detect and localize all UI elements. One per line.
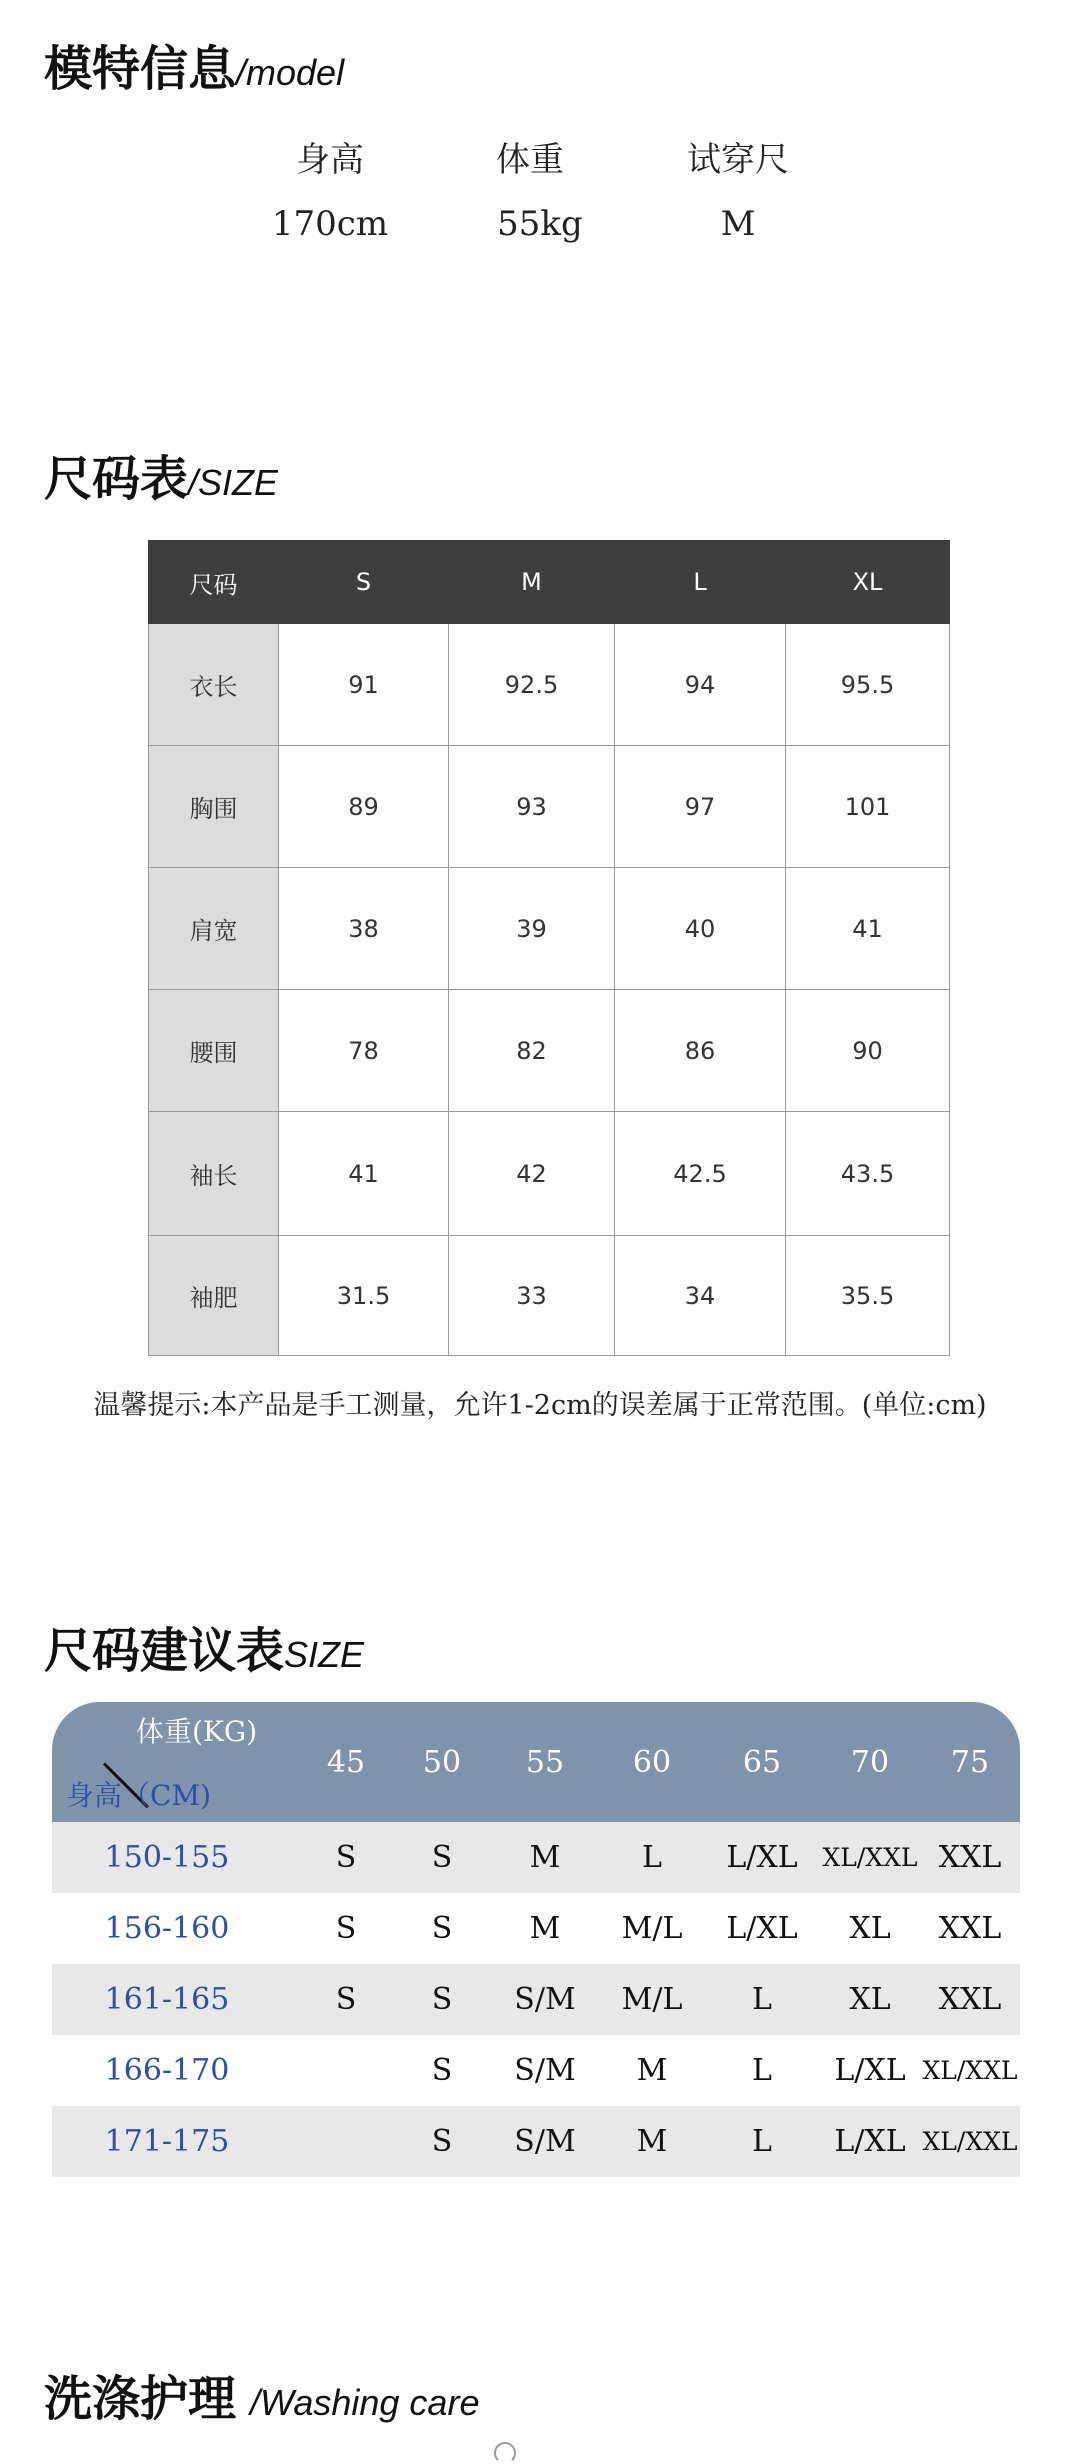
model-header-size: 试穿尺 (687, 140, 789, 180)
row-label: 腰围 (149, 990, 279, 1112)
weight-header: 65 (742, 1744, 782, 1780)
table-cell: 38 (279, 868, 449, 990)
table-cell: S (335, 1840, 357, 1875)
model-section-title (44, 30, 344, 99)
height-range: 150-155 (104, 1840, 230, 1875)
table-cell: 93 (449, 746, 615, 868)
table-cell: XL (849, 1982, 891, 2017)
table-cell: L/XL (726, 1911, 798, 1946)
row-label: 肩宽 (149, 868, 279, 990)
size-header-xl: XL (786, 541, 950, 624)
table-row (149, 990, 950, 1112)
table-cell: 43.5 (786, 1112, 950, 1236)
table-row (52, 2035, 1020, 2106)
table-cell: L (642, 1840, 662, 1875)
table-cell: 40 (615, 868, 786, 990)
weight-header: 70 (850, 1744, 890, 1780)
recommend-title-en: SIZE (284, 1634, 365, 1675)
table-cell: M (636, 2053, 668, 2088)
table-cell: L/XL (726, 1840, 798, 1875)
table-cell: 97 (615, 746, 786, 868)
table-cell: S (431, 1911, 453, 1946)
row-label: 袖肥 (149, 1236, 279, 1356)
table-cell: XL/XXL (822, 1843, 918, 1872)
table-cell: M (636, 2124, 668, 2159)
table-cell: S (431, 2053, 453, 2088)
table-cell: 101 (786, 746, 950, 868)
table-row (149, 1112, 950, 1236)
table-cell: S (431, 1840, 453, 1875)
table-cell: 42.5 (615, 1112, 786, 1236)
weight-header: 60 (632, 1744, 672, 1780)
measurement-tip: 温馨提示:本产品是手工测量，允许1-2cm的误差属于正常范围。(单位:cm) (93, 1390, 987, 1421)
table-cell: 31.5 (279, 1236, 449, 1356)
table-cell: 35.5 (786, 1236, 950, 1356)
size-table-header-row (149, 541, 950, 624)
table-cell: L (752, 1982, 772, 2017)
height-range: 166-170 (104, 2053, 230, 2088)
table-cell: M/L (621, 1911, 683, 1946)
model-title-en: /model (236, 52, 345, 93)
table-cell: S (335, 1911, 357, 1946)
table-cell: 91 (279, 624, 449, 746)
size-header-s: S (279, 541, 449, 624)
table-cell: XL (849, 1911, 891, 1946)
table-cell: S (335, 1982, 357, 2017)
table-row (149, 1236, 950, 1356)
table-cell: XXL (938, 1982, 1002, 2017)
size-recommend-table (52, 1702, 1020, 2177)
model-value-weight: 55kg (497, 204, 583, 244)
table-cell: 86 (615, 990, 786, 1112)
recommend-title-cn: 尺码建议表 (44, 1623, 285, 1679)
care-section-title (44, 2360, 479, 2429)
model-value-height: 170cm (271, 204, 389, 244)
table-cell: M (529, 1840, 561, 1875)
table-row (149, 746, 950, 868)
model-header-weight: 体重 (496, 140, 564, 180)
table-cell: L/XL (834, 2053, 906, 2088)
table-row (149, 624, 950, 746)
weight-header: 75 (950, 1744, 990, 1780)
weight-header: 55 (525, 1744, 565, 1780)
table-cell: 78 (279, 990, 449, 1112)
table-cell: 82 (449, 990, 615, 1112)
table-cell: XL/XXL (922, 2056, 1018, 2085)
table-cell: 34 (615, 1236, 786, 1356)
table-cell: 90 (786, 990, 950, 1112)
model-title-cn: 模特信息 (44, 41, 237, 97)
care-icon (494, 2442, 516, 2464)
table-row (52, 1893, 1020, 1964)
size-section-title (44, 440, 278, 509)
table-cell: 94 (615, 624, 786, 746)
table-row (149, 868, 950, 990)
table-cell: S (431, 1982, 453, 2017)
care-title-cn: 洗涤护理 (44, 2371, 237, 2427)
table-cell: 39 (449, 868, 615, 990)
row-label: 衣长 (149, 624, 279, 746)
table-cell: L (752, 2053, 772, 2088)
recommend-section-title (44, 1612, 364, 1681)
weight-header: 50 (422, 1744, 462, 1780)
table-cell: 33 (449, 1236, 615, 1356)
size-title-en: /SIZE (188, 462, 279, 503)
size-table (148, 540, 950, 1356)
row-label: 胸围 (149, 746, 279, 868)
table-cell: M (529, 1911, 561, 1946)
table-cell: 41 (786, 868, 950, 990)
table-cell: S/M (514, 2124, 576, 2159)
table-cell: 89 (279, 746, 449, 868)
size-header-m: M (449, 541, 615, 624)
table-cell: 41 (279, 1112, 449, 1236)
table-row (52, 1822, 1020, 1893)
table-cell (298, 2035, 394, 2106)
table-cell: L/XL (834, 2124, 906, 2159)
weight-header: 45 (326, 1744, 366, 1780)
table-cell: XL/XXL (922, 2127, 1018, 2156)
table-cell: S/M (514, 1982, 576, 2017)
table-row (52, 1964, 1020, 2035)
size-title-cn: 尺码表 (44, 451, 189, 507)
table-cell: M/L (621, 1982, 683, 2017)
table-cell: XXL (938, 1840, 1002, 1875)
table-cell: 92.5 (449, 624, 615, 746)
table-cell: S (431, 2124, 453, 2159)
table-row (52, 2106, 1020, 2177)
height-range: 171-175 (104, 2124, 230, 2159)
recommend-header-row (52, 1702, 1020, 1822)
model-header-height: 身高 (296, 140, 364, 180)
size-header-l: L (615, 541, 786, 624)
table-cell: L (752, 2124, 772, 2159)
corner-height-label: 身高（CM) (66, 1779, 212, 1812)
table-cell (298, 2106, 394, 2177)
height-range: 161-165 (104, 1982, 230, 2017)
height-range: 156-160 (104, 1911, 230, 1946)
model-value-size: M (720, 204, 756, 244)
corner-weight-label: 体重(KG) (136, 1715, 258, 1748)
row-label: 袖长 (149, 1112, 279, 1236)
table-cell: 95.5 (786, 624, 950, 746)
table-cell: 42 (449, 1112, 615, 1236)
care-title-en: /Washing care (250, 2382, 480, 2423)
table-cell: S/M (514, 2053, 576, 2088)
table-cell: XXL (938, 1911, 1002, 1946)
size-corner-label: 尺码 (149, 541, 279, 624)
